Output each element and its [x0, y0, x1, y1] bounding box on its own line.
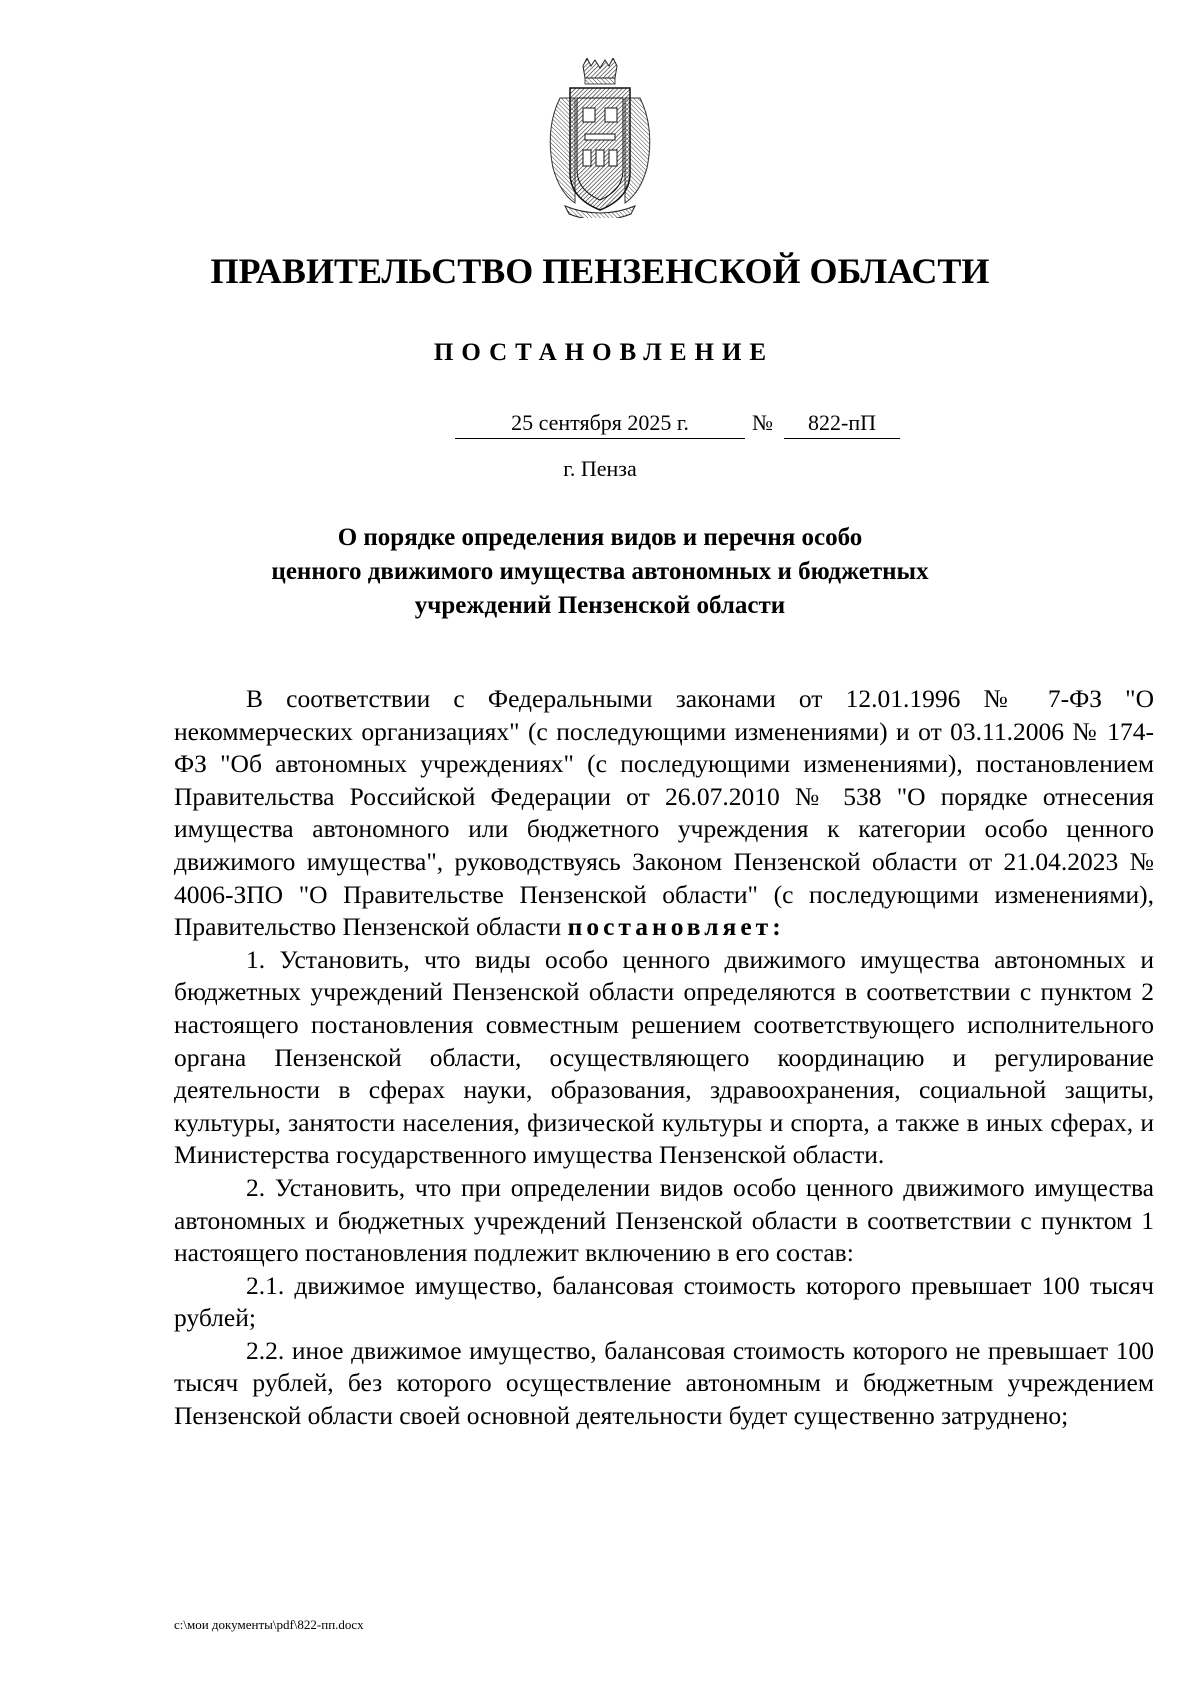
- document-number: 822-пП: [784, 410, 900, 439]
- clause-2: 2. Установить, что при определении видов особо ценного движимого имущества автономных и бюджетных учреждений Пензенской области в соответствии с пунктом 1 настоящего постановления подлежит включению в его состав:: [174, 1172, 1154, 1268]
- document-body: [174, 683, 1154, 1433]
- coat-of-arms-icon: [525, 58, 675, 218]
- file-path-footer: c:\мои документы\pdf\822-пп.docx: [174, 1617, 364, 1632]
- subject-line: О порядке определения видов и перечня особо: [337, 524, 863, 551]
- preamble-text: В соответствии с Федеральными законами от 12.01.1996 № 7-ФЗ "О некоммерческих организациях" (с последующими изменениями) и от 03.11.2006 № 174-ФЗ "Об автономных учреждениях" (с последующими изменениями), постановлением Правительства Российской Федерации от 26.07.2010 № 538 "О порядке отнесения имущества автономного или бюджетного учреждения к категории особо ценного движимого имущества", руководствуясь Законом Пензенской области от 21.04.2023 № 4006-ЗПО "О Правительстве Пензенской области" (с последующими изменениями), Правительство Пензенской области: [174, 684, 1154, 942]
- registration-line: [0, 410, 1200, 444]
- number-sign: №: [752, 410, 773, 435]
- document-subject: [0, 521, 1200, 623]
- subject-line: учреждений Пензенской области: [414, 592, 786, 619]
- document-type: ПОСТАНОВЛЕНИЕ: [433, 339, 775, 366]
- issue-city: г. Пенза: [563, 456, 637, 481]
- organization-title: ПРАВИТЕЛЬСТВО ПЕНЗЕНСКОЙ ОБЛАСТИ: [210, 251, 990, 291]
- clause-1: 1. Установить, что виды особо ценного движимого имущества автономных и бюджетных учреждений Пензенской области определяются в соответствии с пунктом 2 настоящего постановления совместным решением соответствующего исполнительного органа Пензенской области, осуществляющего координацию и регулирование деятельности в сферах науки, образования, здравоохранения, социальной защиты, культуры, занятости населения, физической культуры и спорта, а также в иных сферах, и Министерства государственного имущества Пензенской области.: [174, 944, 1154, 1170]
- clause-2-2: 2.2. иное движимое имущество, балансовая стоимость которого не превышает 100 тысяч рублей, без которого осуществление автономным и бюджетным учреждением Пензенской области своей основной деятельности будет существенно затруднено;: [174, 1335, 1154, 1431]
- subject-line: ценного движимого имущества автономных и бюджетных: [271, 558, 929, 585]
- clause-2-1: 2.1. движимое имущество, балансовая стоимость которого превышает 100 тысяч рублей;: [174, 1270, 1154, 1333]
- resolves-word: постановляет:: [567, 912, 785, 942]
- preamble-paragraph: [174, 683, 1154, 944]
- document-date: 25 сентября 2025 г.: [455, 410, 745, 439]
